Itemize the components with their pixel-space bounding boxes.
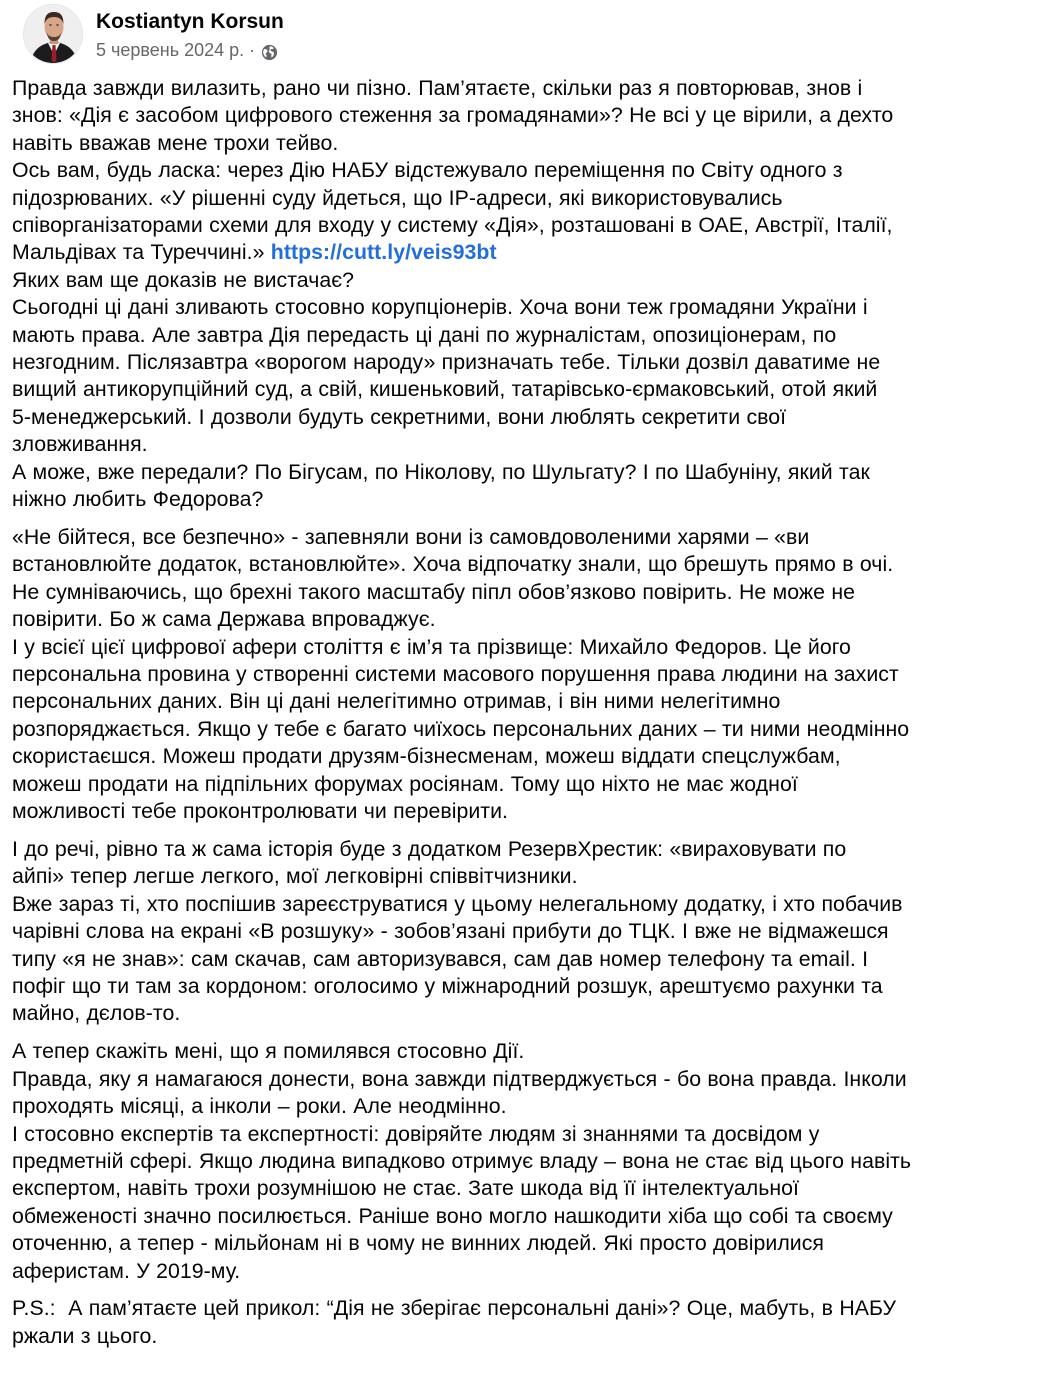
post-paragraph	[12, 524, 1028, 825]
post-text-line	[12, 688, 1028, 715]
post-text-line	[12, 743, 1028, 770]
post-text-line	[12, 1148, 1028, 1175]
post-text-line	[12, 431, 1028, 458]
post-text-line	[12, 973, 1028, 1000]
line-text: айпі» тепер легше легкого, мої легковірні співвітчизники.	[12, 864, 578, 889]
meta-separator: ·	[249, 40, 256, 60]
line-text: Ось вам, будь ласка: через Дію НАБУ відстежувало переміщення по Світу одного з	[12, 158, 843, 183]
post-text-line	[12, 661, 1028, 688]
line-text: персональних даних. Він ці дані нелегітимно отримав, і він ними нелегітимно	[12, 689, 781, 714]
post-text-line	[12, 891, 1028, 918]
post-paragraph	[12, 836, 1028, 1028]
post-text-line	[12, 322, 1028, 349]
line-text: зловживання.	[12, 432, 148, 457]
post-text-line	[12, 1258, 1028, 1285]
post-text-line	[12, 75, 1028, 102]
post-text-line	[12, 459, 1028, 486]
line-text: 5-менеджерський. І дозволи будуть секретними, вони люблять секретити свої	[12, 404, 787, 429]
post-text-line	[12, 946, 1028, 973]
post-text-line	[12, 771, 1028, 798]
line-text: Яких вам ще доказів не вистачає?	[12, 267, 355, 292]
line-text: Мальдівах та Туреччині.»	[12, 240, 265, 265]
line-text: персональна провина у створенні системи масового порушення права людини на захист	[12, 662, 899, 687]
post-text-line	[12, 185, 1028, 212]
post-text-line	[12, 918, 1028, 945]
post-text-line	[12, 1295, 1028, 1322]
line-text: можеш продати на підпільних форумах росіянам. Тому що ніхто не має жодної	[12, 771, 798, 796]
line-text: можливості тебе проконтролювати чи перевірити.	[12, 799, 508, 824]
post-text-line	[12, 1093, 1028, 1120]
post-text-line	[12, 863, 1028, 890]
line-text: оточенню, а тепер - мільйонам ні в чому не винних людей. Які просто довірилися	[12, 1231, 825, 1256]
line-text: А може, вже передали? По Бігусам, по Ніколову, по Шульгату? І по Шабуніну, який так	[12, 459, 870, 484]
line-text: Сьогодні ці дані зливають стосовно корупціонерів. Хоча вони теж громадяни України і	[12, 295, 868, 320]
post-text-line	[12, 634, 1028, 661]
line-text: повірити. Бо ж сама Держава впроваджує.	[12, 607, 436, 632]
post-text-line	[12, 716, 1028, 743]
post-text-line	[12, 1175, 1028, 1202]
post-text-line	[12, 1323, 1028, 1350]
post-text-line	[12, 1121, 1028, 1148]
author-name[interactable]: Kostiantyn Korsun	[96, 10, 284, 33]
post-text-line	[12, 1066, 1028, 1093]
line-text: вищий антикорупційний суд, а свій, кишеньковий, татарівсько-єрмаковський, отой який	[12, 377, 878, 402]
line-text: експертом, навіть трохи розумнішою не стає. Зате шкода від її інтелектуальної	[12, 1176, 799, 1201]
post-text-line	[12, 212, 1028, 239]
post-text-line	[12, 1230, 1028, 1257]
line-text: навіть вважав мене трохи тейво.	[12, 130, 339, 155]
line-text: ніжно любить Федорова?	[12, 487, 264, 512]
line-text: І стосовно експертів та експертності: довіряйте людям зі знаннями та досвідом у	[12, 1121, 820, 1146]
line-text: P.S.: А пам’ятаєте цей прикол: “Дія не зберігає персональні дані»? Оце, мабуть, в НАБУ	[12, 1296, 897, 1321]
line-text: встановлюйте додаток, встановлюйте». Хоча відпочатку знали, що брешуть прямо в очі.	[12, 552, 894, 577]
line-text: Правда, яку я намагаюся донести, вона завжди підтверджується - бо вона правда. Інколи	[12, 1066, 907, 1091]
line-text: підозрюваних. «У рішенні суду йдеться, що IP-адреси, які використовувались	[12, 185, 783, 210]
post-text-line	[12, 798, 1028, 825]
post-text-line	[12, 376, 1028, 403]
external-link[interactable]: https://cutt.ly/veis93bt	[270, 240, 497, 265]
line-text: «Не бійтеся, все безпечно» - запевняли вони із самовдоволеними харями – «ви	[12, 525, 810, 549]
line-text: знов: «Дія є засобом цифрового стеження за громадянами»? Не всі у це вірили, а дехто	[12, 103, 894, 128]
line-text: Вже зараз ті, хто поспішив зареєструватися у цьому нелегальному додатку, і хто побачив	[12, 891, 903, 916]
line-text: розпоряджається. Якщо у тебе є багато чиїхось персональних даних – ти ними неодмінно	[12, 716, 910, 741]
post-text-line	[12, 486, 1028, 513]
post-text-line	[12, 404, 1028, 431]
line-text: скористаєшся. Можеш продати друзям-бізнесменам, можеш віддати спецслужбам,	[12, 744, 841, 769]
line-text: незгодним. Післязавтра «ворогом народу» призначать тебе. Тільки дозвіл даватиме не	[12, 350, 881, 375]
post-text-line	[12, 524, 1028, 551]
line-text: І у всієї цієї цифрової афери століття є ім’я та прізвище: Михайло Федоров. Це його	[12, 634, 851, 659]
author-photo	[24, 5, 83, 64]
post-paragraph	[12, 1038, 1028, 1285]
line-text: типу «я не знав»: сам скачав, сам авторизувався, сам дав номер телефону та email. І	[12, 946, 869, 971]
post-text-line	[12, 1203, 1028, 1230]
post-meta	[96, 38, 278, 62]
post-text-line	[12, 836, 1028, 863]
post-body	[12, 75, 1028, 1350]
line-text: проходять місяці, а інколи – роки. Але неодмінно.	[12, 1094, 507, 1119]
line-text: аферистам. У 2019-му.	[12, 1258, 241, 1283]
line-text: співорганізаторами схеми для входу у систему «Дія», розташовані в ОАЕ, Австрії, Італії,	[12, 213, 893, 238]
post-text-line	[12, 606, 1028, 633]
line-text: майно, дєлов-то.	[12, 1001, 181, 1026]
post-text-line	[12, 239, 1028, 266]
post-text-line	[12, 130, 1028, 157]
post-text-line	[12, 551, 1028, 578]
line-text: Правда завжди вилазить, рано чи пізно. Пам’ятаєте, скільки раз я повторював, знов і	[12, 76, 863, 100]
line-text: обмеженості значно посилюється. Раніше воно могло нашкодити хіба що собі та своєму	[12, 1203, 893, 1228]
line-text: чарівні слова на екрані «В розшуку» - зобов’язані прибути до ТЦК. І вже не відмажешся	[12, 919, 889, 944]
post-text-line	[12, 294, 1028, 321]
line-text: ржали з цього.	[12, 1323, 158, 1348]
post-text-line	[12, 579, 1028, 606]
line-text: мають права. Але завтра Дія передасть ці дані по журналістам, опозиціонерам, по	[12, 322, 837, 347]
post-text-line	[12, 1038, 1028, 1065]
post-date[interactable]: 5 червень 2024 р.	[96, 40, 245, 60]
line-text: А тепер скажіть мені, що я помилявся стосовно Дії.	[12, 1039, 525, 1064]
line-text: предметній сфері. Якщо людина випадково отримує владу – вона не стає від цього навіть	[12, 1148, 912, 1173]
post-text-line	[12, 349, 1028, 376]
post-text-line	[12, 102, 1028, 129]
line-text: Не сумніваючись, що брехні такого масштабу піпл обов’язково повірить. Не може не	[12, 579, 856, 604]
post-paragraph	[12, 1295, 1028, 1350]
post-text-line	[12, 267, 1028, 294]
avatar[interactable]	[23, 4, 83, 64]
post-text-line	[12, 157, 1028, 184]
line-text: І до речі, рівно та ж сама історія буде з додатком РезервХрестик: «вираховувати по	[12, 836, 847, 861]
post-header	[12, 0, 1028, 75]
line-text: пофіг що ти там за кордоном: оголосимо у міжнародний розшук, арештуємо рахунки та	[12, 974, 883, 998]
post-text-line	[12, 1000, 1028, 1027]
globe-icon[interactable]	[261, 43, 278, 60]
post-paragraph	[12, 75, 1028, 514]
